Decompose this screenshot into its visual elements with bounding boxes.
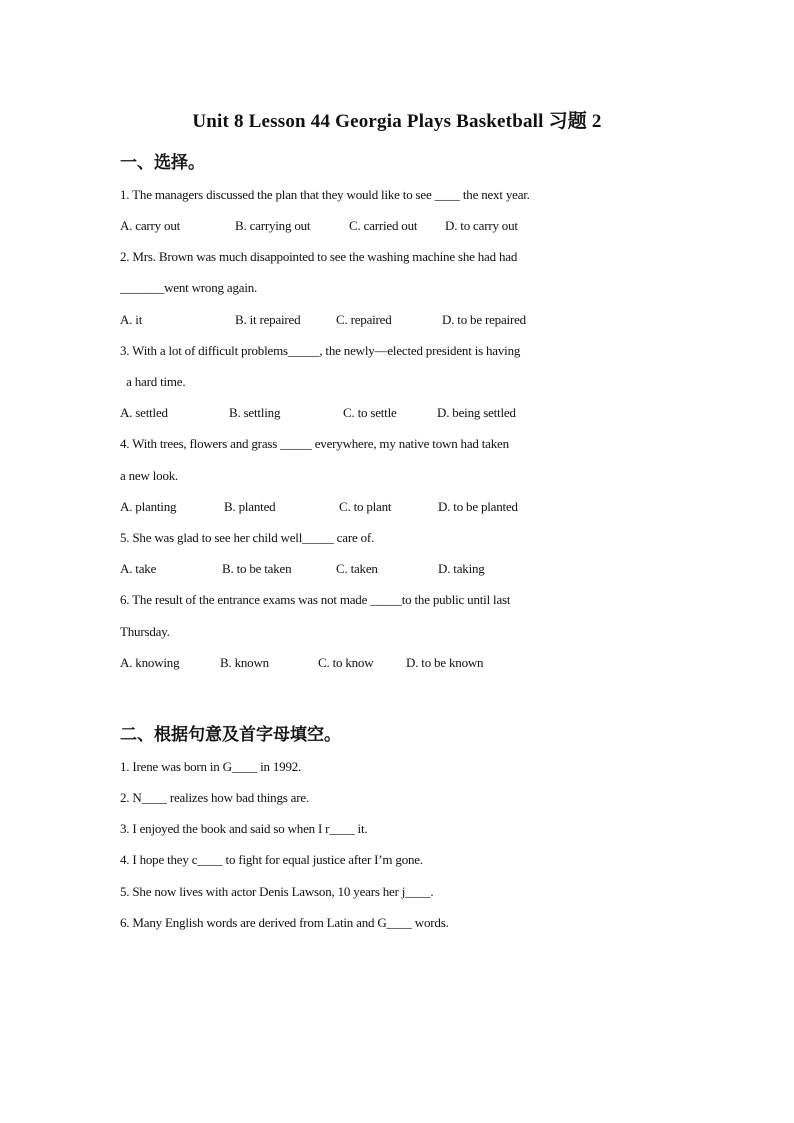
question-3-option-d: D. being settled xyxy=(437,405,516,420)
question-4-option-c: C. to plant xyxy=(339,499,392,514)
fill-in-item-3: 3. I enjoyed the book and said so when I r____ it. xyxy=(120,821,368,836)
fill-in-item-1: 1. Irene was born in G____ in 1992. xyxy=(120,759,302,774)
question-2-option-b: B. it repaired xyxy=(235,312,301,327)
fill-in-item-5: 5. She now lives with actor Denis Lawson, 10 years her j____. xyxy=(120,884,434,899)
question-3-line-2: a hard time. xyxy=(120,374,186,389)
question-2-option-d: D. to be repaired xyxy=(442,312,526,327)
question-3-option-c: C. to settle xyxy=(343,405,397,420)
page-title: Unit 8 Lesson 44 Georgia Plays Basketball 习题 2 xyxy=(192,111,602,132)
question-5-option-d: D. taking xyxy=(438,561,485,576)
question-4-option-b: B. planted xyxy=(224,499,276,514)
question-5-line-1: 5. She was glad to see her child well_____ care of. xyxy=(120,530,375,545)
question-6-option-c: C. to know xyxy=(318,655,374,670)
question-2-line-2: _______went wrong again. xyxy=(120,280,258,295)
question-6-option-a: A. knowing xyxy=(120,655,180,670)
fill-in-item-2: 2. N____ realizes how bad things are. xyxy=(120,790,309,805)
question-4-option-d: D. to be planted xyxy=(438,499,518,514)
question-1-option-b: B. carrying out xyxy=(235,218,311,233)
question-4-line-1: 4. With trees, flowers and grass _____ everywhere, my native town had taken xyxy=(120,436,509,451)
question-5-option-c: C. taken xyxy=(336,561,378,576)
question-2-option-a: A. it xyxy=(120,312,143,327)
question-2-option-c: C. repaired xyxy=(336,312,392,327)
question-1-option-a: A. carry out xyxy=(120,218,181,233)
question-1-option-c: C. carried out xyxy=(349,218,418,233)
section-2-heading: 二、根据句意及首字母填空。 xyxy=(120,725,341,745)
question-6-line-2: Thursday. xyxy=(120,624,170,639)
question-6-line-1: 6. The result of the entrance exams was not made _____to the public until last xyxy=(120,592,511,607)
fill-in-item-4: 4. I hope they c____ to fight for equal justice after I’m gone. xyxy=(120,852,423,867)
fill-in-item-6: 6. Many English words are derived from Latin and G____ words. xyxy=(120,915,449,930)
question-3-line-1: 3. With a lot of difficult problems_____, the newly—elected president is having xyxy=(120,343,521,358)
question-5-option-a: A. take xyxy=(120,561,157,576)
question-3-option-b: B. settling xyxy=(229,405,281,420)
question-4-line-2: a new look. xyxy=(120,468,179,483)
question-1-option-d: D. to carry out xyxy=(445,218,518,233)
question-3-option-a: A. settled xyxy=(120,405,168,420)
question-1-line-1: 1. The managers discussed the plan that they would like to see ____ the next year. xyxy=(120,187,530,202)
question-2-line-1: 2. Mrs. Brown was much disappointed to see the washing machine she had had xyxy=(120,249,518,264)
question-4-option-a: A. planting xyxy=(120,499,177,514)
question-5-option-b: B. to be taken xyxy=(222,561,292,576)
question-6-option-b: B. known xyxy=(220,655,269,670)
section-1-heading: 一、选择。 xyxy=(120,153,205,173)
question-6-option-d: D. to be known xyxy=(406,655,484,670)
